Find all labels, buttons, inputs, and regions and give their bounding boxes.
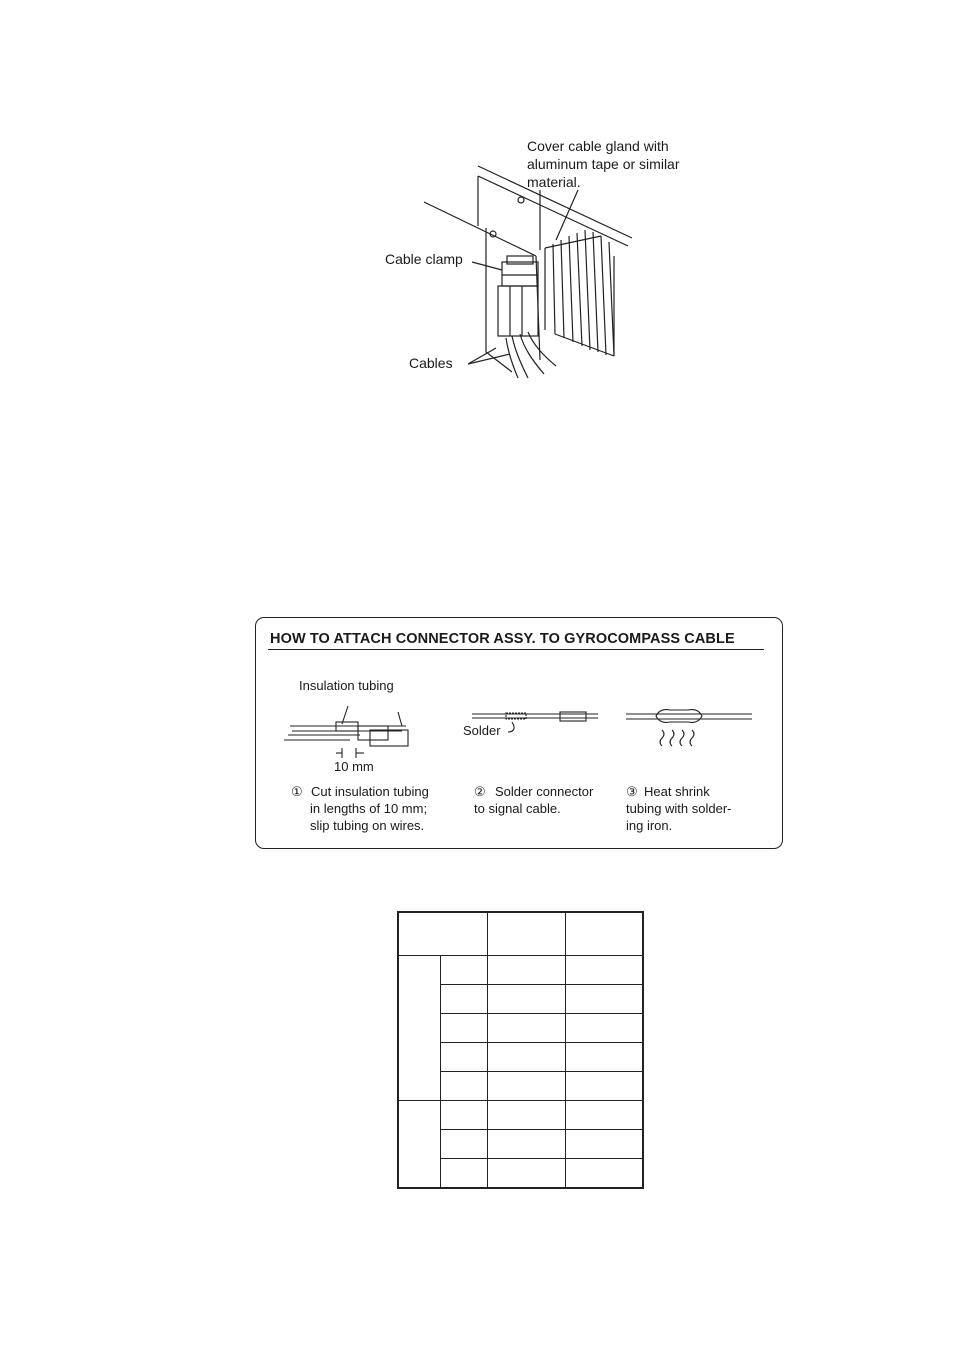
table-cell bbox=[566, 1043, 644, 1072]
step-1-line-3: slip tubing on wires. bbox=[310, 818, 425, 833]
step-1-line-2: in lengths of 10 mm; bbox=[310, 801, 428, 816]
table-cell bbox=[566, 1130, 644, 1159]
insulation-tubing-label: Insulation tubing bbox=[299, 678, 394, 693]
table-cell bbox=[566, 912, 644, 956]
empty-table bbox=[397, 911, 644, 1189]
table-cell bbox=[566, 1101, 644, 1130]
cables-label: Cables bbox=[409, 355, 453, 371]
step-1-number: ① bbox=[291, 784, 303, 799]
table-row bbox=[398, 1101, 643, 1130]
table-cell bbox=[488, 1101, 566, 1130]
table-cell bbox=[566, 956, 644, 985]
table-cell bbox=[441, 1159, 488, 1189]
table-cell bbox=[441, 1043, 488, 1072]
table-cell bbox=[566, 1014, 644, 1043]
table-cell bbox=[488, 985, 566, 1014]
table-cell bbox=[488, 1159, 566, 1189]
table-header-row bbox=[398, 912, 643, 956]
table-cell bbox=[488, 912, 566, 956]
gland-note-line-2: aluminum tape or similar bbox=[527, 156, 680, 172]
table-cell bbox=[441, 1072, 488, 1101]
table-cell bbox=[566, 1159, 644, 1189]
table-cell bbox=[441, 1101, 488, 1130]
step-3-line-1: Heat shrink bbox=[644, 784, 710, 799]
step-3-line-2: tubing with solder- bbox=[626, 801, 732, 816]
table-cell bbox=[488, 1072, 566, 1101]
table-cell bbox=[488, 956, 566, 985]
step-3-line-3: ing iron. bbox=[626, 818, 673, 833]
table-group-cell bbox=[398, 1101, 441, 1189]
howto-title: HOW TO ATTACH CONNECTOR ASSY. TO GYROCOMPASS CABLE bbox=[270, 631, 735, 647]
gland-note-line-1: Cover cable gland with bbox=[527, 138, 669, 154]
step-2-line-1: Solder connector bbox=[495, 784, 594, 799]
table-cell bbox=[488, 1043, 566, 1072]
table-group-cell bbox=[398, 956, 441, 1101]
table-row bbox=[398, 956, 643, 985]
solder-label: Solder bbox=[463, 723, 501, 738]
howto-title-underline bbox=[268, 649, 764, 650]
cable-gland-illustration bbox=[400, 160, 660, 385]
dimension-label: 10 mm bbox=[334, 759, 374, 774]
step-2-number: ② bbox=[474, 784, 486, 799]
step-2-line-2: to signal cable. bbox=[474, 801, 561, 816]
table-cell bbox=[441, 1130, 488, 1159]
cable-clamp-label: Cable clamp bbox=[385, 251, 463, 267]
table-cell bbox=[488, 1130, 566, 1159]
table-cell bbox=[566, 985, 644, 1014]
table-cell bbox=[441, 1014, 488, 1043]
table-cell bbox=[398, 912, 488, 956]
table-cell bbox=[441, 956, 488, 985]
gland-note-line-3: material. bbox=[527, 174, 581, 190]
table-cell bbox=[566, 1072, 644, 1101]
step-1-line-1: Cut insulation tubing bbox=[311, 784, 429, 799]
table-cell bbox=[441, 985, 488, 1014]
table-cell bbox=[488, 1014, 566, 1043]
step-3-number: ③ bbox=[626, 784, 638, 799]
